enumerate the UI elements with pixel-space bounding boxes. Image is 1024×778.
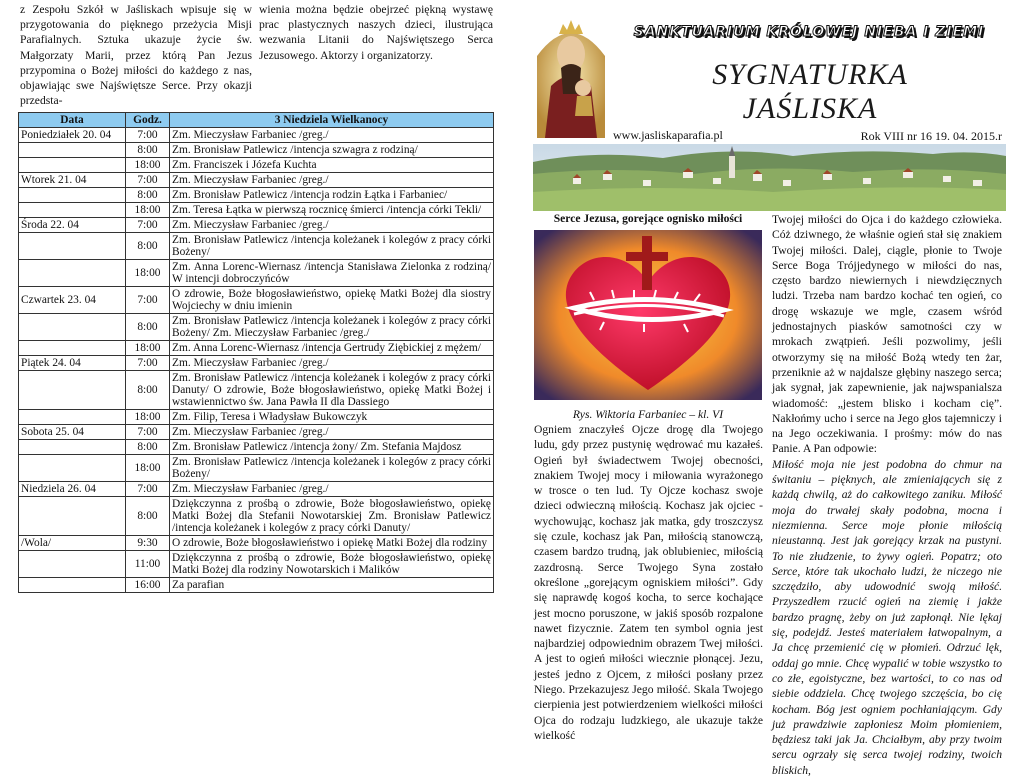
row-date — [19, 260, 126, 287]
row-date: Wtorek 21. 04 — [19, 173, 126, 188]
row-intention: Zm. Franciszek i Józefa Kuchta — [170, 158, 494, 173]
row-date — [19, 455, 126, 482]
table-row — [19, 233, 494, 260]
article-col3-italic-text: Miłość moja nie jest podobna do chmur na świtaniu – pięknych, ale zmieniających się z każdą chwilą, aż do całkowitego zaniku. Miłość moja do trwałej skały podobna, mocna i niezmienna. Serce moje płonie miłością nieustanną. Jest jak gorejący krzak na pustyni. To nie złudzenie, to żywy ogień. Popatrz; oto Serce, które tak ukochało ludzi, że niczego nie szczędziło, aby udowodnić swoją miłość. Przyszedłem rzucić ogień na ziemię i jakże bardzo pragnę, żeby on już zapłonął. Nie lękaj się, podejdź. Jesteś materiałem łatwopalnym, a Ja chcę przemienić cię w płomień. Odrzuć lęk, oddaj go mnie. Chcę wypalić w tobie wszystko to co złe, egoistyczne, bez wartości, to co nas od siebie oddziela. Chcę twojego szczęścia, bo cię kocham. Bóg jest ogniem pochłaniającym. Gdy już prawdziwie zapłoniesz Moim płomieniem, będziesz taki jak Ja. Chciałbym, aby przy twoim sercu ogrzały się serca twojej rodziny, twoich bliskich, — [772, 457, 1002, 777]
row-date — [19, 203, 126, 218]
table-row — [19, 341, 494, 356]
village-panorama-image — [533, 144, 1006, 211]
row-intention: Zm. Anna Lorenc-Wiernasz /intencja Stanisława Zielonka z rodziną/ W intencji dobroczyńców — [170, 260, 494, 287]
row-intention: Zm. Mieczysław Farbaniec /greg./ — [170, 356, 494, 371]
row-intention: O zdrowie, Boże błogosławieństwo i opiekę Matki Bożej dla rodziny — [170, 536, 494, 551]
row-intention: Zm. Bronisław Patlewicz /intencja rodzin Łątka i Farbaniec/ — [170, 188, 494, 203]
row-date — [19, 314, 126, 341]
row-time: 18:00 — [126, 203, 170, 218]
row-time: 7:00 — [126, 482, 170, 497]
row-date — [19, 410, 126, 425]
row-time: 8:00 — [126, 497, 170, 536]
row-time: 7:00 — [126, 425, 170, 440]
row-date: Piątek 24. 04 — [19, 356, 126, 371]
table-row — [19, 482, 494, 497]
table-header-row — [19, 113, 494, 128]
row-intention: Zm. Mieczysław Farbaniec /greg./ — [170, 425, 494, 440]
drawing-caption: Rys. Wiktoria Farbaniec – kl. VI — [572, 408, 724, 421]
table-row — [19, 314, 494, 341]
table-row — [19, 203, 494, 218]
header-time: Godz. — [126, 113, 170, 128]
row-date — [19, 143, 126, 158]
newsletter-title-line1: SYGNATURKA — [712, 58, 908, 91]
row-intention: Zm. Bronisław Patlewicz /intencja koleżanek i kolegów z pracy córki Danuty/ O zdrowie, Boże błogosławieństwo, opiekę Matki Bożej i wstawiennictwo św. Jana Pawła II dla Dassiego — [170, 371, 494, 410]
table-row — [19, 188, 494, 203]
row-intention: Zm. Bronisław Patlewicz /intencja żony/ Zm. Stefania Majdosz — [170, 440, 494, 455]
row-time: 18:00 — [126, 158, 170, 173]
article-col3-text: Twojej miłości do Ojca i do każdego człowieka. Cóż dziwnego, że właśnie ogień stał się znakiem Twojej miłości. Dalej, ciągle, płonie to Twoje Serce Boga Trójjedynego w miłości do nas, często bardzo niewiernych i niewdzięcznych ludzi. Trzeba nam bardzo kochać ten ogień, co drogę wskazuje we mgle, czasem wśród jednostajnych piasków samotności czy w mrokach zwątpień. Jeśli pozwolimy, jeśli otworzymy się na miłość Bożą wtedy ten żar, przeniknie aż w najdalsze głębiny naszego serca; jak sygnał, jak zapewnienie, jak najwspanialsza wiadomość: „jestem blisko i kocham cię”. Nakłońmy ucho i serce na Jego głos tajemniczy i na Jego oczekiwania. I prośmy: mów do nas Panie. A Pan odpowie: — [772, 213, 1002, 456]
row-date — [19, 158, 126, 173]
row-time: 9:30 — [126, 536, 170, 551]
table-row — [19, 143, 494, 158]
row-date: Sobota 25. 04 — [19, 425, 126, 440]
row-date — [19, 497, 126, 536]
row-date — [19, 578, 126, 593]
row-time: 7:00 — [126, 128, 170, 143]
row-intention: Zm. Bronisław Patlewicz /intencja koleżanek i kolegów z pracy córki Bożeny/ — [170, 233, 494, 260]
row-time: 18:00 — [126, 455, 170, 482]
article-title: Serce Jezusa, gorejące ognisko miłości — [553, 212, 743, 225]
sanctuary-banner-title: SANKTUARIUM KRÓLOWEJ NIEBA I ZIEMI — [633, 24, 985, 40]
mass-schedule-table — [18, 112, 494, 593]
table-row — [19, 218, 494, 233]
row-time: 7:00 — [126, 218, 170, 233]
table-row — [19, 455, 494, 482]
table-row — [19, 371, 494, 410]
row-time: 18:00 — [126, 410, 170, 425]
website-text: www.jasliskaparafia.pl — [613, 128, 723, 142]
row-time: 7:00 — [126, 173, 170, 188]
article-column-2: Ogniem znaczyłeś Ojcze drogę dla Twojego ludu, gdy przez pustynię wędrować mu kazałeś. Ogień był świadectwem Twojej obecności, znakiem Twojej mocy i miłowania wyrażonego w trosce o ten lud. Ty Ojcze kochasz swoje dzieci odwieczną miłością. Kochasz jak ojciec -wychowując, kochasz jak matka, gdy troszczysz się czule, kochasz jak Pan, miłością stanowczą, czasem bardzo trudną, jak oblubieniec, miłością zazdrosną. Serce Twojego Syna zostało określone „gorejącym ogniskiem miłości”. Gdy się naprawdę kogoś kocha, to serce kochające jest mocno poruszone, w jakiś sposób rozpalone nawet fizycznie. Zatem ten symbol ognia jest najbardziej odpowiednim obrazem Twej miłości. A jest to ogień miłości wiecznie płonącej. Jezu, jesteś jedno z Ojcem, z miłości posłany przez Niego. Przekazujesz Jego miłość. Skala Twojego cierpienia jest potwierdzeniem wielkości miłości Ojca do rodzaju ludzkiego, ale ukazuje także wielkość — [534, 423, 763, 742]
article-column-3 — [772, 212, 1002, 778]
table-row — [19, 536, 494, 551]
table-row — [19, 173, 494, 188]
table-row — [19, 425, 494, 440]
row-date — [19, 188, 126, 203]
row-date: Środa 22. 04 — [19, 218, 126, 233]
table-row — [19, 158, 494, 173]
row-intention: O zdrowie, Boże błogosławieństwo, opiekę Matki Bożej dla siostry Wojciechy w dniu imienin — [170, 287, 494, 314]
madonna-icon-image — [531, 16, 611, 138]
row-time: 7:00 — [126, 356, 170, 371]
table-row — [19, 440, 494, 455]
row-intention: Zm. Bronisław Patlewicz /intencja koleżanek i kolegów z pracy córki Bożeny/ Zm. Mieczysław Farbaniec /greg./ — [170, 314, 494, 341]
table-row — [19, 497, 494, 536]
issue-number: Rok VIII nr 16 19. 04. 2015.r — [860, 129, 1002, 143]
row-intention: Zm. Mieczysław Farbaniec /greg./ — [170, 128, 494, 143]
row-intention: Zm. Mieczysław Farbaniec /greg./ — [170, 218, 494, 233]
row-time: 8:00 — [126, 371, 170, 410]
row-time: 18:00 — [126, 260, 170, 287]
row-date — [19, 551, 126, 578]
row-date: Niedziela 26. 04 — [19, 482, 126, 497]
row-intention: Dziękczynna z prośbą o zdrowie, Boże błogosławieństwo, opiekę Matki Bożej dla rodziny Nowotarskich i Malików — [170, 551, 494, 578]
table-row — [19, 260, 494, 287]
row-intention: Zm. Mieczysław Farbaniec /greg./ — [170, 482, 494, 497]
table-row — [19, 287, 494, 314]
row-time: 8:00 — [126, 233, 170, 260]
row-intention: Zm. Anna Lorenc-Wiernasz /intencja Gertrudy Ziębickiej z mężem/ — [170, 341, 494, 356]
row-date — [19, 371, 126, 410]
table-row — [19, 410, 494, 425]
row-time: 11:00 — [126, 551, 170, 578]
row-time: 18:00 — [126, 341, 170, 356]
row-time: 8:00 — [126, 440, 170, 455]
sacred-heart-drawing — [534, 230, 762, 400]
row-time: 8:00 — [126, 314, 170, 341]
intro-text-right: wienia można będzie obejrzeć piękną wystawę prac plastycznych naszych dzieci, ilustrująca wezwania Litanii do Najświętszego Serca Jezusowego. Aktorzy i organizatorzy. — [259, 3, 493, 62]
row-intention: Dziękczynna z prośbą o zdrowie, Boże błogosławieństwo, opiekę Matki Bożej dla Stefanii Nowotarskiej Zm. Bronisław Patlewicz /intencja koleżanek i kolegów z pracy córki Danuty/ — [170, 497, 494, 536]
row-date: Poniedziałek 20. 04 — [19, 128, 126, 143]
row-intention: Zm. Mieczysław Farbaniec /greg./ — [170, 173, 494, 188]
row-date: Czwartek 23. 04 — [19, 287, 126, 314]
newsletter-title — [700, 58, 920, 126]
row-intention: Za parafian — [170, 578, 494, 593]
row-intention: Zm. Bronisław Patlewicz /intencja koleżanek i kolegów z pracy córki Bożeny/ — [170, 455, 494, 482]
row-time: 8:00 — [126, 188, 170, 203]
table-row — [19, 551, 494, 578]
row-date — [19, 233, 126, 260]
table-row — [19, 356, 494, 371]
row-intention: Zm. Teresa Łątka w pierwszą rocznicę śmierci /intencja córki Tekli/ — [170, 203, 494, 218]
row-time: 7:00 — [126, 287, 170, 314]
header-date: Data — [19, 113, 126, 128]
table-row — [19, 578, 494, 593]
header-week: 3 Niedziela Wielkanocy — [170, 113, 494, 128]
row-date: /Wola/ — [19, 536, 126, 551]
intro-text-left: z Zespołu Szkół w Jaśliskach wpisuje się w przygotowania do pięknego przeżycia Misji Parafialnych. Sztuka ukazuje życie św. Małgorzaty Marii, przez którą Pan Jezus przypomina o Bożej miłości do każdego z nas, objawiając swe Najświętsze Serce. Przy okazji przedsta- — [20, 3, 252, 108]
row-intention: Zm. Bronisław Patlewicz /intencja szwagra z rodziną/ — [170, 143, 494, 158]
row-date — [19, 440, 126, 455]
table-row — [19, 128, 494, 143]
row-date — [19, 341, 126, 356]
newsletter-title-line2: JAŚLISKA — [742, 92, 878, 125]
row-intention: Zm. Filip, Teresa i Władysław Bukowczyk — [170, 410, 494, 425]
row-time: 8:00 — [126, 143, 170, 158]
row-time: 16:00 — [126, 578, 170, 593]
